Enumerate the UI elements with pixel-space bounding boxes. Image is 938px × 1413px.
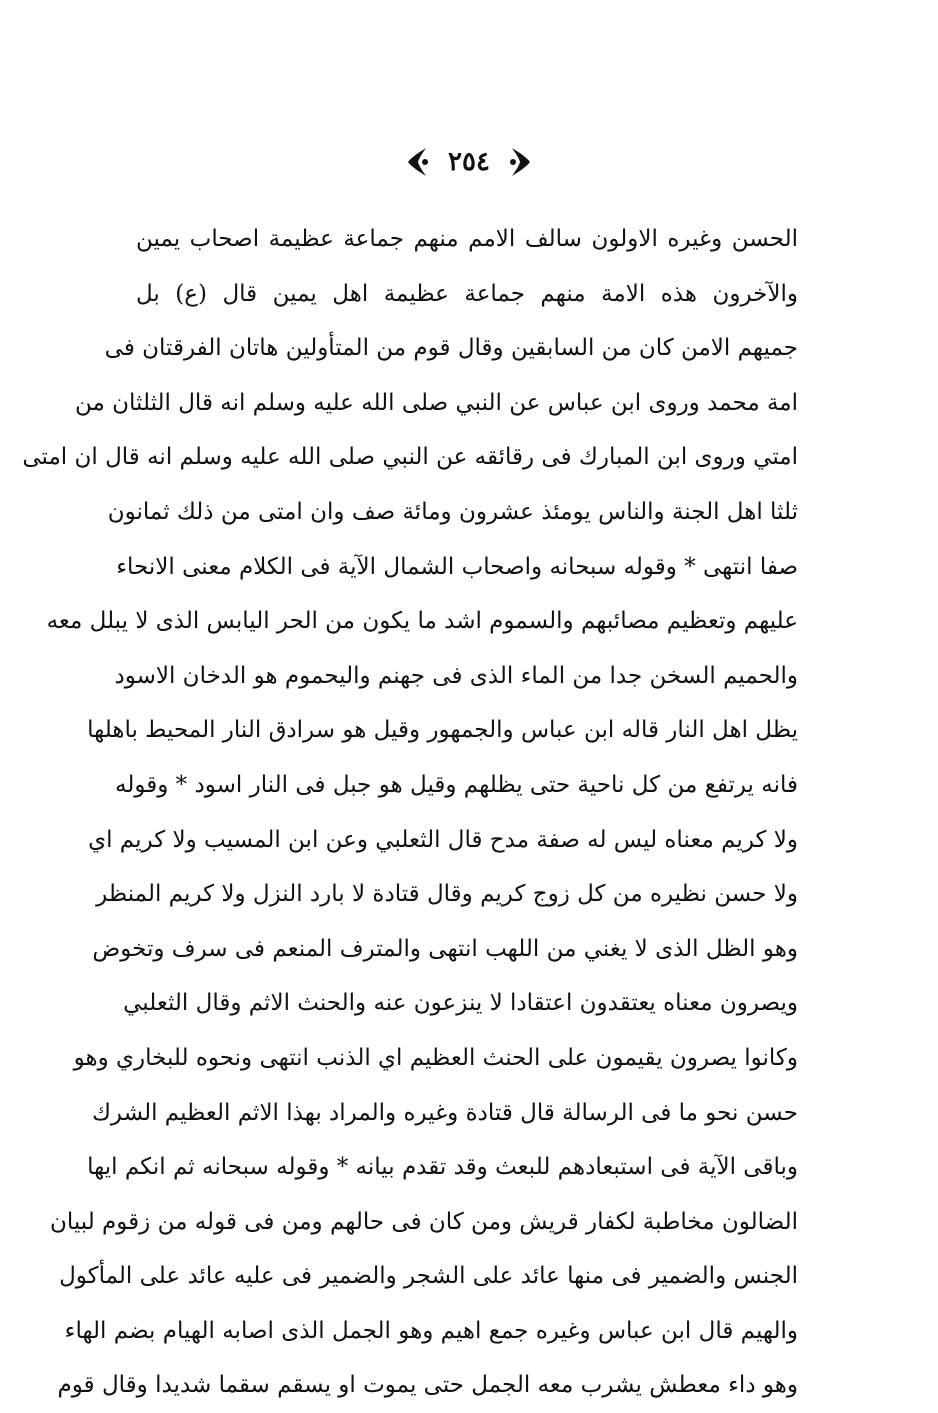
text-line: فانه يرتفع من كل ناحية حتى يظلهم وقيل هو جبل فى النار اسود * وقوله bbox=[115, 771, 798, 798]
text-line: الضالون مخاطبة لكفار قريش ومن كان فى حالهم ومن فى قوله من زقوم لبيان bbox=[49, 1208, 798, 1235]
bracket-ornament-left-icon bbox=[404, 145, 430, 179]
text-line: ثلثا اهل الجنة والناس يومئذ عشرون ومائة صف وان امتى من ذلك ثمانون bbox=[107, 498, 798, 525]
text-line: ولا كريم معناه ليس له صفة مدح قال الثعلبي وعن ابن المسيب ولا كريم اي bbox=[88, 826, 798, 853]
text-line: والآخرون هذه الامة منهم جماعة عظيمة اهل يمين قال (ع) بل bbox=[136, 280, 798, 307]
text-line: الجنس والضمير فى منها عائد على الشجر والضمير فى عليه عائد على المأكول bbox=[59, 1263, 798, 1290]
text-line: والهيم قال ابن عباس وغيره جمع اهيم وهو الجمل الذى اصابه الهيام بضم الهاء bbox=[64, 1317, 798, 1344]
text-line: ويصرون معناه يعتقدون اعتقادا لا ينزعون عنه والحنث الاثم وقال الثعلبي bbox=[123, 990, 798, 1017]
text-line: امتي وروى ابن المبارك فى رقائقه عن النبي صلى الله عليه وسلم انه قال ان امتى bbox=[22, 444, 798, 471]
bracket-ornament-right-icon bbox=[508, 145, 534, 179]
text-line: الحسن وغيره الاولون سالف الامم منهم جماعة عظيمة اصحاب يمين bbox=[136, 226, 798, 252]
text-line: وباقى الآية فى استبعادهم للبعث وقد تقدم بيانه * وقوله سبحانه ثم انكم ايها bbox=[87, 1154, 798, 1181]
text-line: حسن نحو ما فى الرسالة قال قتادة وغيره والمراد بهذا الاثم العظيم الشرك bbox=[91, 1099, 798, 1126]
text-line: جميهم الامن كان من السابقين وقال قوم من المتأولين هاتان الفرقتان فى bbox=[104, 335, 798, 362]
text-line: وهو داء معطش يشرب معه الجمل حتى يموت او يسقم سقما شديدا وقال قوم bbox=[57, 1372, 798, 1399]
text-line: عليهم وتعظيم مصائبهم والسموم اشد ما يكون من الحر اليابس الذى لا يبلل معه bbox=[46, 608, 798, 635]
text-line: ولا حسن نظيره من كل زوج كريم وقال قتادة لا بارد النزل ولا كريم المنظر bbox=[96, 881, 798, 908]
text-line: والحميم السخن جدا من الماء الذى فى جهنم واليحموم هو الدخان الاسود bbox=[114, 662, 798, 689]
text-line: وكانوا يصرون يقيمون على الحنث العظيم اي الذنب انتهى ونحوه للبخاري وهو bbox=[73, 1044, 798, 1071]
text-line: صفا انتهى * وقوله سبحانه واصحاب الشمال الآية فى الكلام معنى الانحاء bbox=[116, 553, 798, 580]
body-text bbox=[22, 212, 798, 1413]
page-header bbox=[0, 140, 938, 184]
page-number: ٢٥٤ bbox=[448, 147, 490, 177]
text-line: امة محمد وروى ابن عباس عن النبي صلى الله عليه وسلم انه قال الثلثان من bbox=[74, 389, 798, 416]
text-line: يظل اهل النار قاله ابن عباس والجمهور وقيل هو سرادق النار المحيط باهلها bbox=[87, 717, 798, 744]
text-line: وهو الظل الذى لا يغني من اللهب انتهى والمترف المنعم فى سرف وتخوض bbox=[92, 935, 798, 962]
